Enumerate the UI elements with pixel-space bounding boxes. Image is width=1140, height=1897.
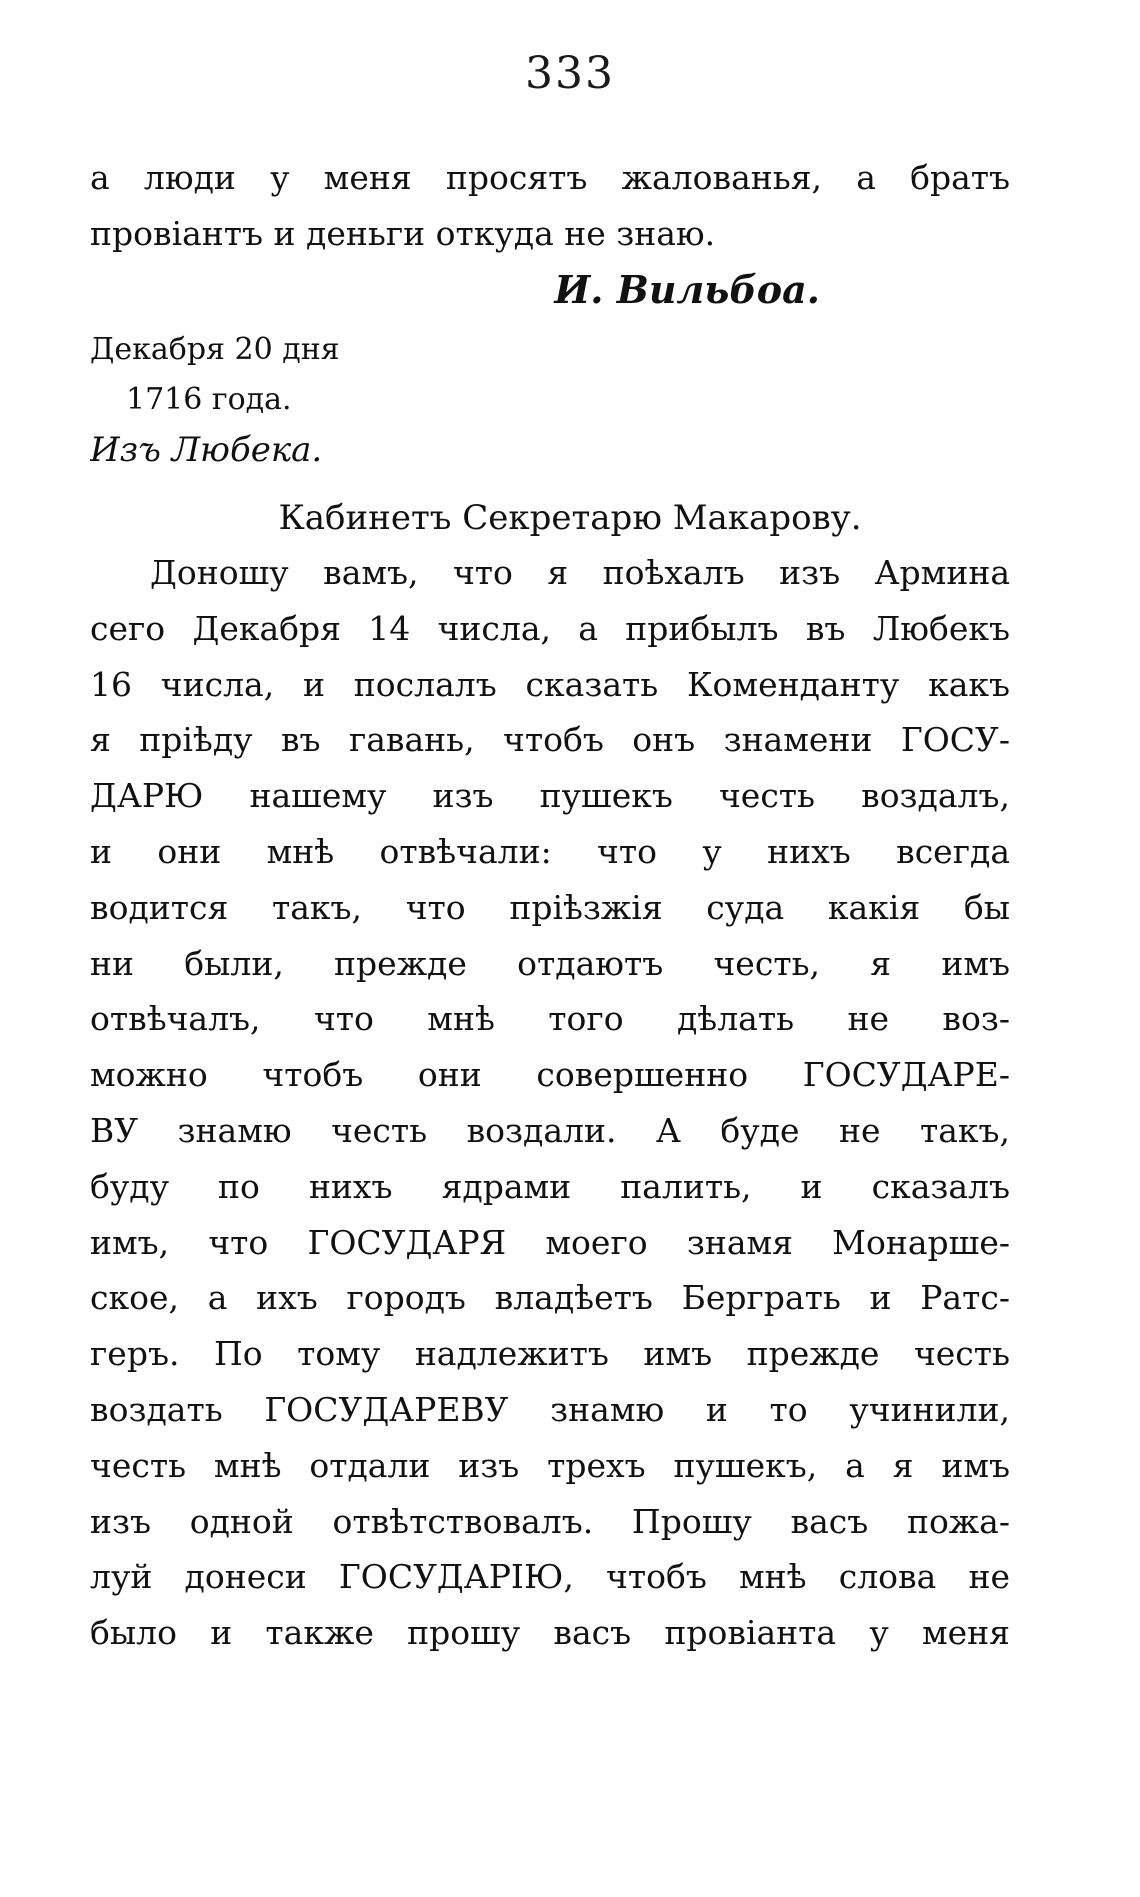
text-line: ВУ знамю честь воздали. А буде не такъ, [90,1110,1010,1150]
text-line: ское, а ихъ городъ владѣетъ Берграть и Ратс- [90,1278,1010,1318]
text-line: буду по нихъ ядрами палить, и сказалъ [90,1166,1010,1206]
text-line: имъ, что ГОСУДАРЯ моего знамя Монарше- [90,1222,1010,1262]
place-line: Изъ Любека. [90,430,323,470]
text-line: и они мнѣ отвѣчали: что у нихъ всегда [90,831,1010,871]
text-line: отвѣчалъ, что мнѣ того дѣлать не воз- [90,999,1010,1039]
text-line: а люди у меня просятъ жалованья, а братъ [90,158,1010,197]
dateline [90,325,340,475]
text-line: можно чтобъ они совершенно ГОСУДАРЕ- [90,1055,1010,1095]
continued-letter-text [90,150,1010,262]
signature: И. Вильбоа. [554,267,820,312]
text-line: честь мнѣ отдали изъ трехъ пушекъ, а я имъ [90,1445,1010,1485]
text-line: сего Декабря 14 числа, а прибылъ въ Любекъ [90,608,1010,648]
text-line: ДАРЮ нашему изъ пушекъ честь воздалъ, [90,776,1010,816]
text-line: Доношу вамъ, что я поѣхалъ изъ Армина [150,553,1010,592]
page-number: 333 [525,48,615,99]
text-line: провіантъ и деньги откуда не знаю. [90,214,716,253]
letter-body [90,545,1010,1661]
text-line: луй донеси ГОСУДАРІЮ, чтобъ мнѣ слова не [90,1557,1010,1597]
text-line: ни были, прежде отдаютъ честь, я имъ [90,943,1010,983]
date-line: Декабря 20 дня [90,332,340,367]
letter-heading: Кабинетъ Секретарю Макарову. [278,498,862,538]
text-line: 16 числа, и послалъ сказать Коменданту какъ [90,664,1010,704]
text-line: водится такъ, что пріѣзжія суда какія бы [90,887,1010,927]
text-line: изъ одной отвѣтствовалъ. Прошу васъ пожа- [90,1501,1010,1541]
text-line: воздать ГОСУДАРЕВУ знамю и то учинили, [90,1389,1010,1429]
text-line: было и также прошу васъ провіанта у меня [90,1613,1010,1653]
year-line: 1716 года. [126,382,292,417]
text-line: геръ. По тому надлежитъ имъ прежде честь [90,1334,1010,1374]
text-line: я пріѣду въ гавань, чтобъ онъ знамени ГОСУ- [90,720,1010,760]
